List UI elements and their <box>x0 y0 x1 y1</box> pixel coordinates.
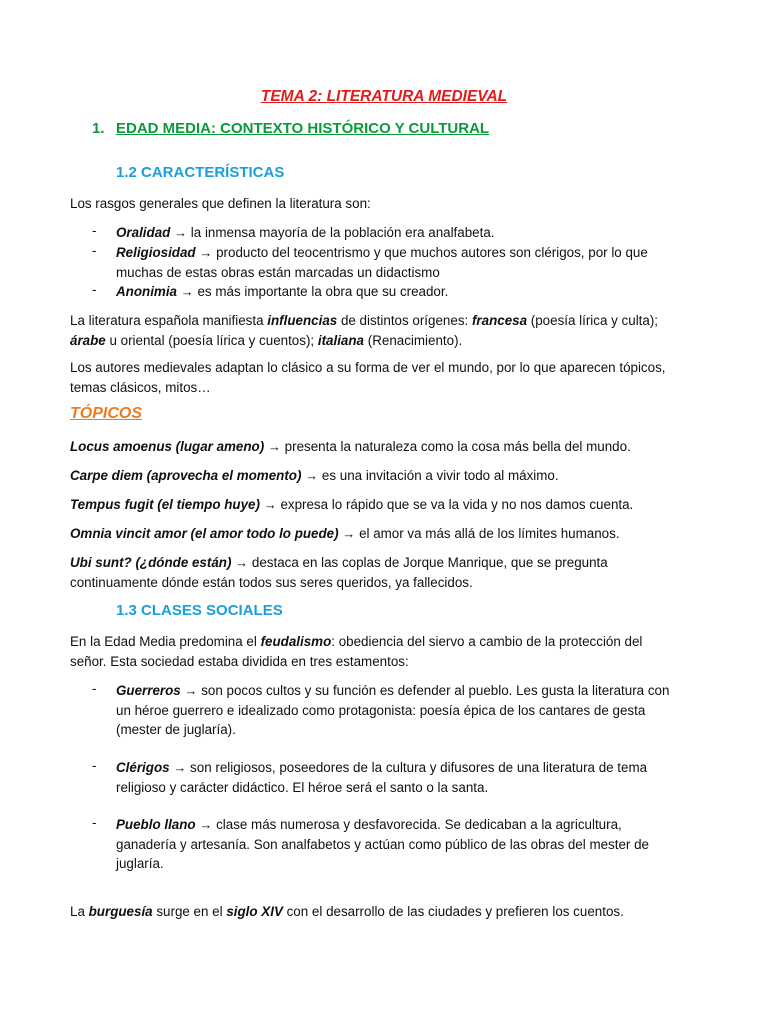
text: juglaría. <box>116 856 164 871</box>
term-anonimia: Anonimia <box>116 284 178 299</box>
bullet-dash: - <box>92 282 97 297</box>
arrow-icon: → <box>305 468 319 483</box>
text: el amor va más allá de los límites humanos. <box>359 526 620 541</box>
text: religioso y carácter didáctico. El héroe será el santo o la santa. <box>116 779 489 795</box>
text: de distintos orígenes: <box>337 313 472 328</box>
influencias-paragraph <box>70 311 658 350</box>
term: Ubi sunt? (¿dónde están) <box>70 555 232 570</box>
term: Tempus fugit (el tiempo huye) <box>70 497 260 512</box>
text: es una invitación a vivir todo al máximo. <box>321 468 559 483</box>
arrow-icon: → <box>180 284 194 299</box>
arrow-icon: → <box>263 497 277 512</box>
term: Omnia vincit amor (el amor todo lo puede) <box>70 526 339 541</box>
term: burguesía <box>88 904 153 919</box>
subheading-caracteristicas: 1.2 CARACTERÍSTICAS <box>116 164 285 181</box>
text: presenta la naturaleza como la cosa más bella del mundo. <box>284 439 631 454</box>
term: italiana <box>317 332 365 348</box>
burguesia-paragraph <box>70 902 624 922</box>
text: clase más numerosa y desfavorecida. Se dedicaban a la agricultura, <box>216 817 622 832</box>
term-religiosidad: Religiosidad <box>116 245 196 260</box>
text: Los autores medievales adaptan lo clásico a su forma de ver el mundo, por lo que aparecen tópicos, <box>70 360 666 375</box>
term: Guerreros <box>116 683 181 698</box>
section-title: EDAD MEDIA: CONTEXTO HISTÓRICO Y CULTURAL <box>116 120 490 137</box>
arrow-icon: → <box>174 225 188 240</box>
term: feudalismo <box>260 634 332 649</box>
text: temas clásicos, mitos… <box>70 379 211 395</box>
arrow-icon: → <box>267 439 281 454</box>
document-title: TEMA 2: LITERATURA MEDIEVAL <box>260 88 508 105</box>
arrow-icon: → <box>235 555 249 570</box>
item-text: es más importante la obra que su creador. <box>197 284 449 299</box>
bullet-dash: - <box>92 758 97 773</box>
list-item-clerigos <box>116 758 716 797</box>
topico-locus-amoenus <box>70 437 631 457</box>
arrow-icon: → <box>199 245 213 260</box>
bullet-dash: - <box>92 243 97 258</box>
text: señor. Esta sociedad estaba dividida en tres estamentos: <box>70 653 409 669</box>
bullet-dash: - <box>92 815 97 830</box>
list-item-religiosidad <box>116 243 716 282</box>
text: (Renacimiento). <box>364 332 463 348</box>
term: Locus amoenus (lugar ameno) <box>70 439 265 454</box>
text: surge en el <box>152 904 227 919</box>
term: Clérigos <box>116 760 170 775</box>
item-text: la inmensa mayoría de la población era analfabeta. <box>190 225 495 240</box>
arrow-icon: → <box>173 760 187 775</box>
topico-ubi-sunt <box>70 553 608 592</box>
text: son religiosos, poseedores de la cultura y difusores de una literatura de tema <box>190 760 648 775</box>
list-item-anonimia <box>116 282 716 302</box>
text: continuamente dónde están todos sus seres queridos, ya fallecidos. <box>70 574 473 590</box>
arrow-icon: → <box>199 817 213 832</box>
text: u oriental (poesía lírica y cuentos); <box>105 332 318 348</box>
list-item-guerreros <box>116 681 716 740</box>
topico-carpe-diem <box>70 466 559 486</box>
text: En la Edad Media predomina el <box>70 634 261 649</box>
item-text: muchas de estas obras están marcadas un didactismo <box>116 264 440 280</box>
text: La <box>70 904 89 919</box>
term: influencias <box>267 313 338 328</box>
list-item-pueblo-llano <box>116 815 716 874</box>
text: con el desarrollo de las ciudades y prefieren los cuentos. <box>282 904 624 919</box>
text: (poesía lírica y culta); <box>527 313 659 328</box>
bullet-dash: - <box>92 681 97 696</box>
term: francesa <box>471 313 528 328</box>
intro-paragraph: Los rasgos generales que definen la literatura son: <box>70 196 371 211</box>
text: : obediencia del siervo a cambio de la protección del <box>331 634 643 649</box>
section-number: 1. <box>92 120 105 137</box>
term: siglo XIV <box>226 904 283 919</box>
text: (mester de juglaría). <box>116 722 236 737</box>
section-heading-1 <box>92 120 489 137</box>
list-item-oralidad <box>116 223 716 243</box>
text: ganadería y artesanía. Son analfabetos y actúan como público de las obras del mester de <box>116 836 649 852</box>
autores-paragraph <box>70 358 666 397</box>
text: destaca en las coplas de Jorque Manrique, que se pregunta <box>251 555 608 570</box>
feudalismo-paragraph <box>70 632 642 671</box>
topico-omnia-vincit-amor <box>70 524 620 544</box>
arrow-icon: → <box>342 526 356 541</box>
text: son pocos cultos y su función es defender al pueblo. Les gusta la literatura con <box>201 683 670 698</box>
text: expresa lo rápido que se va la vida y no nos damos cuenta. <box>280 497 634 512</box>
term: Pueblo llano <box>116 817 196 832</box>
term: árabe <box>70 332 106 348</box>
term-oralidad: Oralidad <box>116 225 171 240</box>
term: Carpe diem (aprovecha el momento) <box>70 468 302 483</box>
text: un héroe guerrero e idealizado como protagonista: poesía épica de los cantares de gesta <box>116 702 646 718</box>
text: La literatura española manifiesta <box>70 313 268 328</box>
topico-tempus-fugit <box>70 495 633 515</box>
item-text: producto del teocentrismo y que muchos autores son clérigos, por lo que <box>216 245 648 260</box>
arrow-icon: → <box>184 683 198 698</box>
bullet-dash: - <box>92 223 97 238</box>
subheading-clases-sociales: 1.3 CLASES SOCIALES <box>116 602 283 619</box>
topicos-heading: TÓPICOS <box>70 405 143 422</box>
